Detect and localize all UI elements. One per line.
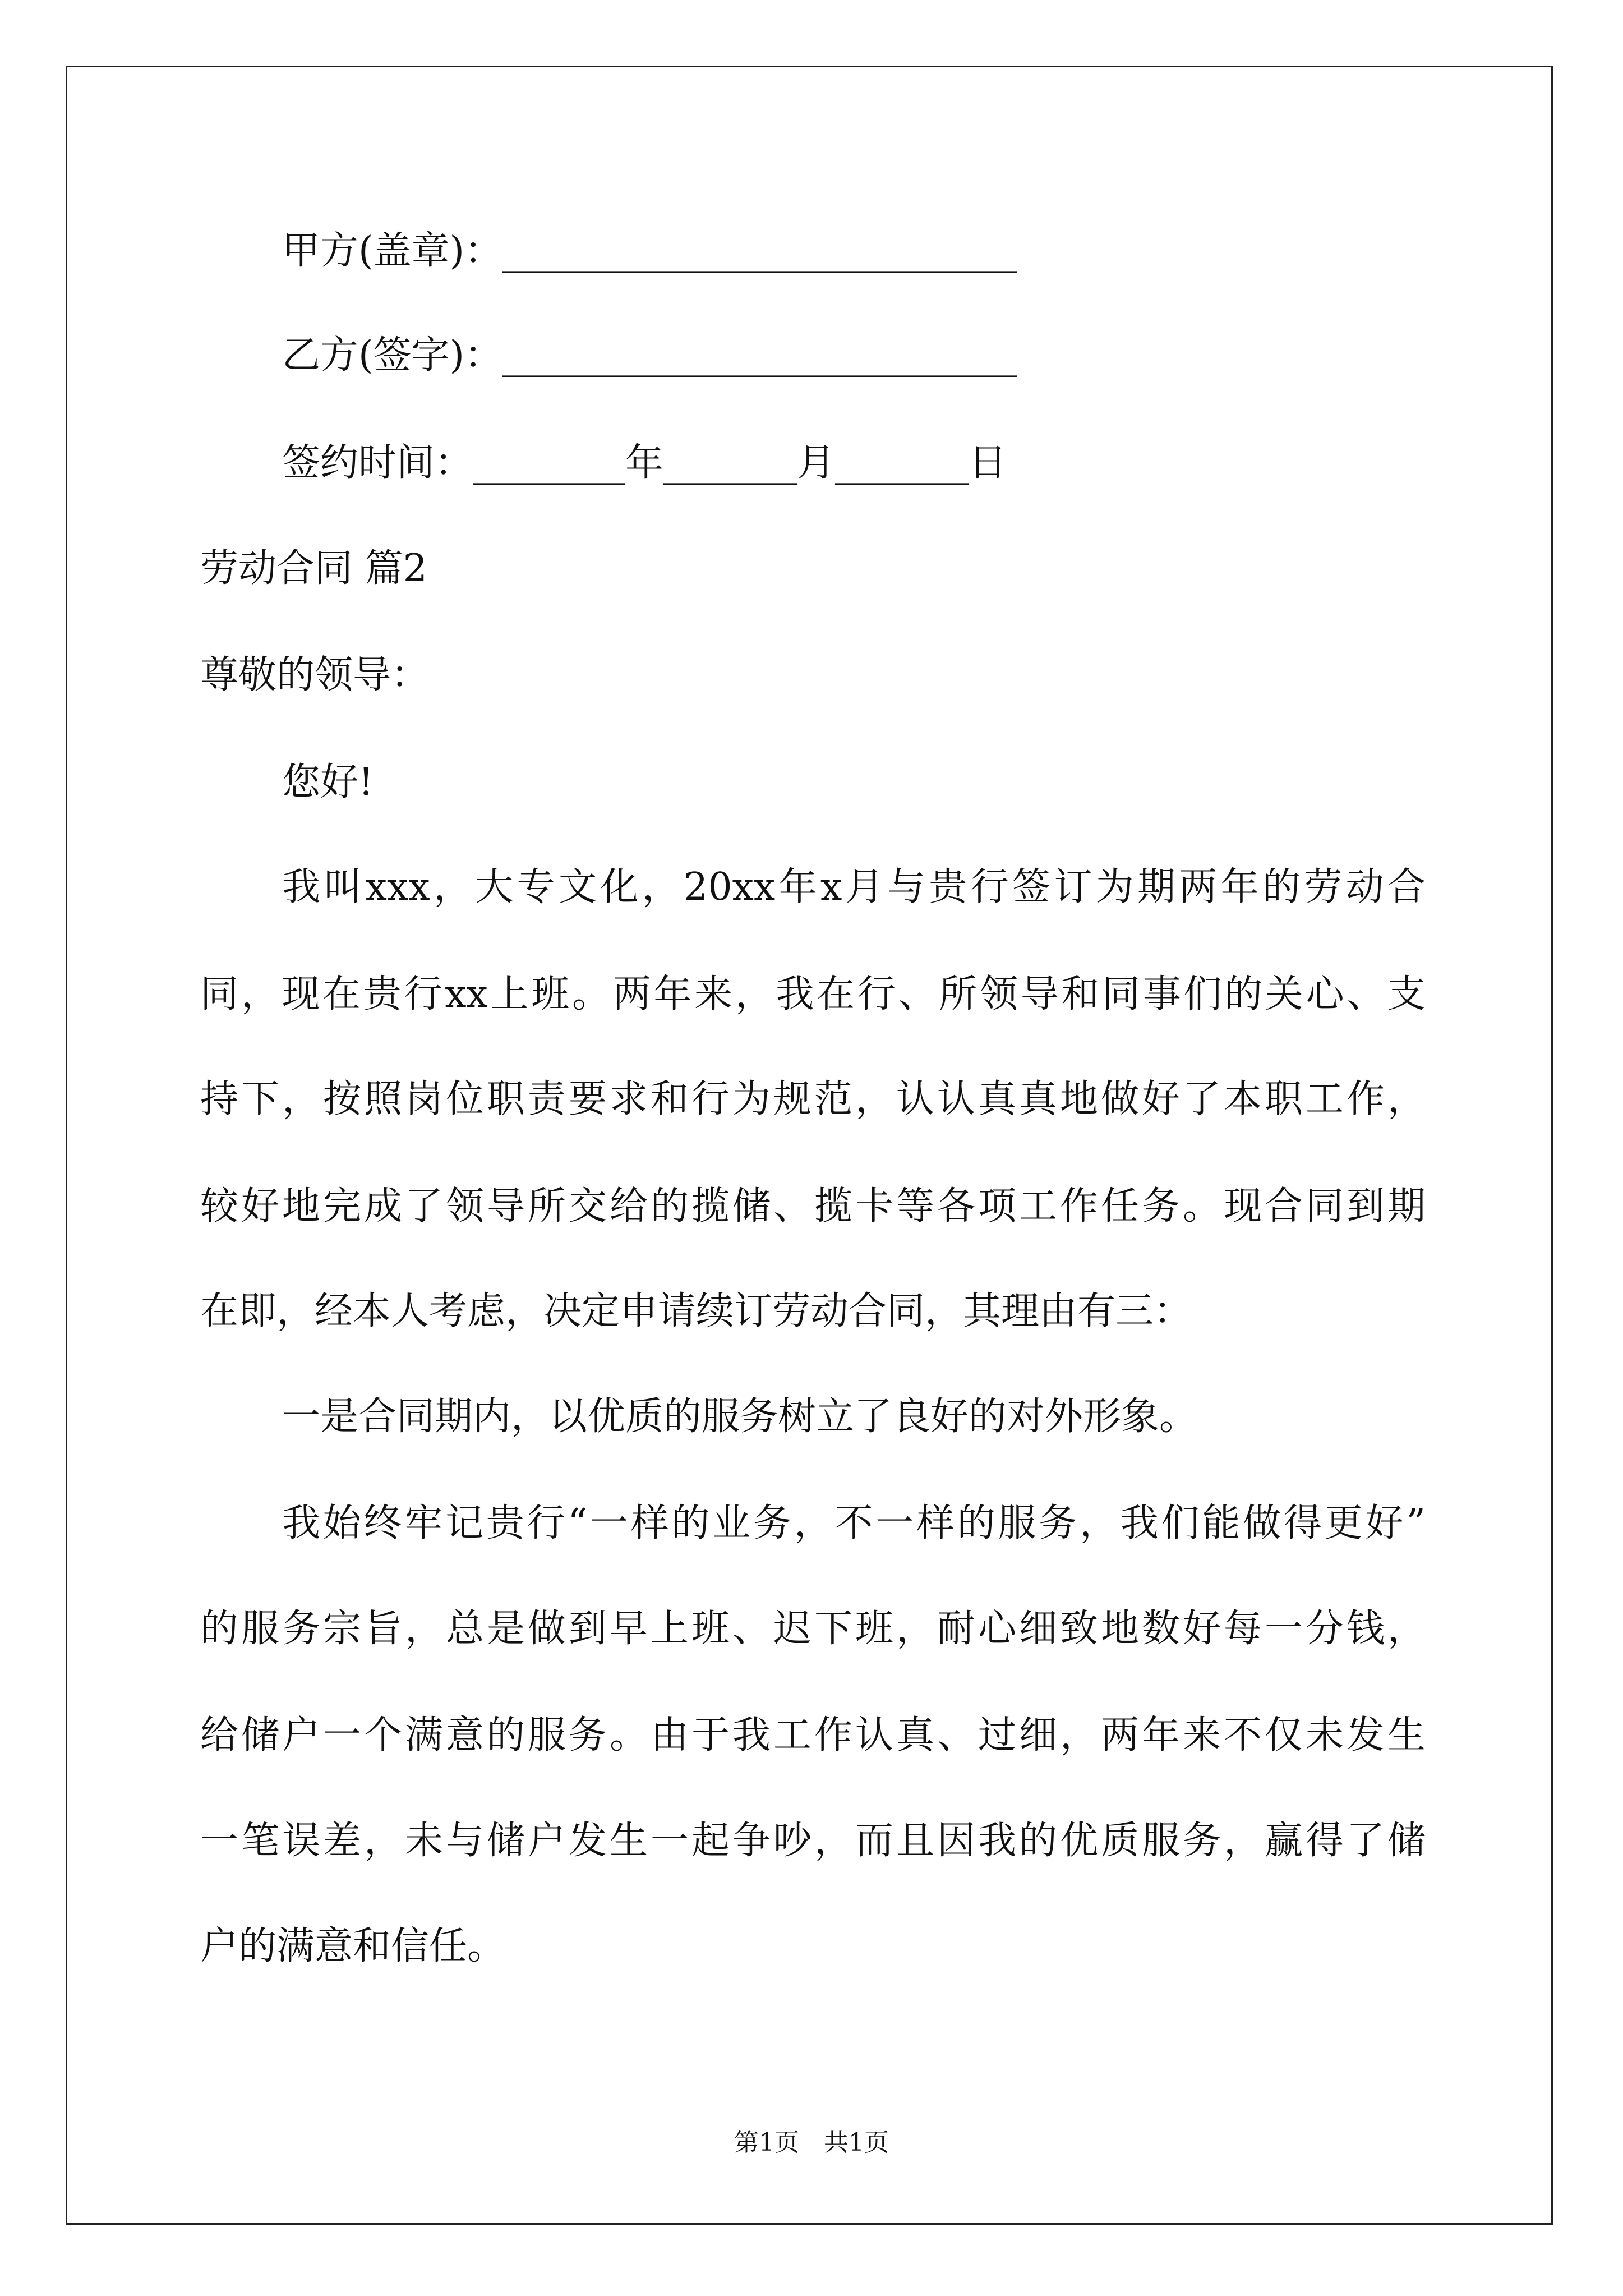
signing-date-line: 签约时间：________年_______月_______日 [282, 441, 1007, 485]
page-border [66, 66, 1553, 2225]
paragraph-line: 持下，按照岗位职责要求和行为规范，认认真真地做好了本职工作， [200, 1077, 1426, 1121]
paragraph-line: 一是合同期内，以优质的服务树立了良好的对外形象。 [282, 1395, 1198, 1439]
party-a-signature-line: 甲方(盖章)：___________________________ [282, 229, 1018, 273]
paragraph-line: 给储户一个满意的服务。由于我工作认真、过细，两年来不仅未发生 [200, 1713, 1426, 1757]
paragraph-line: 一笔误差，未与储户发生一起争吵，而且因我的优质服务，赢得了储 [200, 1819, 1426, 1863]
paragraph-line: 较好地完成了领导所交给的揽储、揽卡等各项工作任务。现合同到期 [200, 1184, 1426, 1228]
paragraph-line: 在即，经本人考虑，决定申请续订劳动合同，其理由有三： [200, 1289, 1192, 1333]
paragraph-line: 我始终牢记贵行“一样的业务，不一样的服务，我们能做得更好” [282, 1501, 1426, 1545]
party-b-signature-line: 乙方(签字)：___________________________ [282, 333, 1018, 378]
page-number-footer: 第1页 共1页 [734, 2128, 889, 2157]
paragraph-line: 我叫xxx，大专文化，20xx年x月与贵行签订为期两年的劳动合 [282, 865, 1426, 909]
paragraph-line: 户的满意和信任。 [200, 1924, 506, 1968]
paragraph-line: 同，现在贵行xx上班。两年来，我在行、所领导和同事们的关心、支 [200, 972, 1426, 1016]
greeting: 您好! [282, 760, 374, 804]
salutation: 尊敬的领导： [200, 653, 430, 697]
section-title: 劳动合同 篇2 [200, 546, 427, 591]
paragraph-line: 的服务宗旨，总是做到早上班、迟下班，耐心细致地数好每一分钱， [200, 1607, 1426, 1651]
